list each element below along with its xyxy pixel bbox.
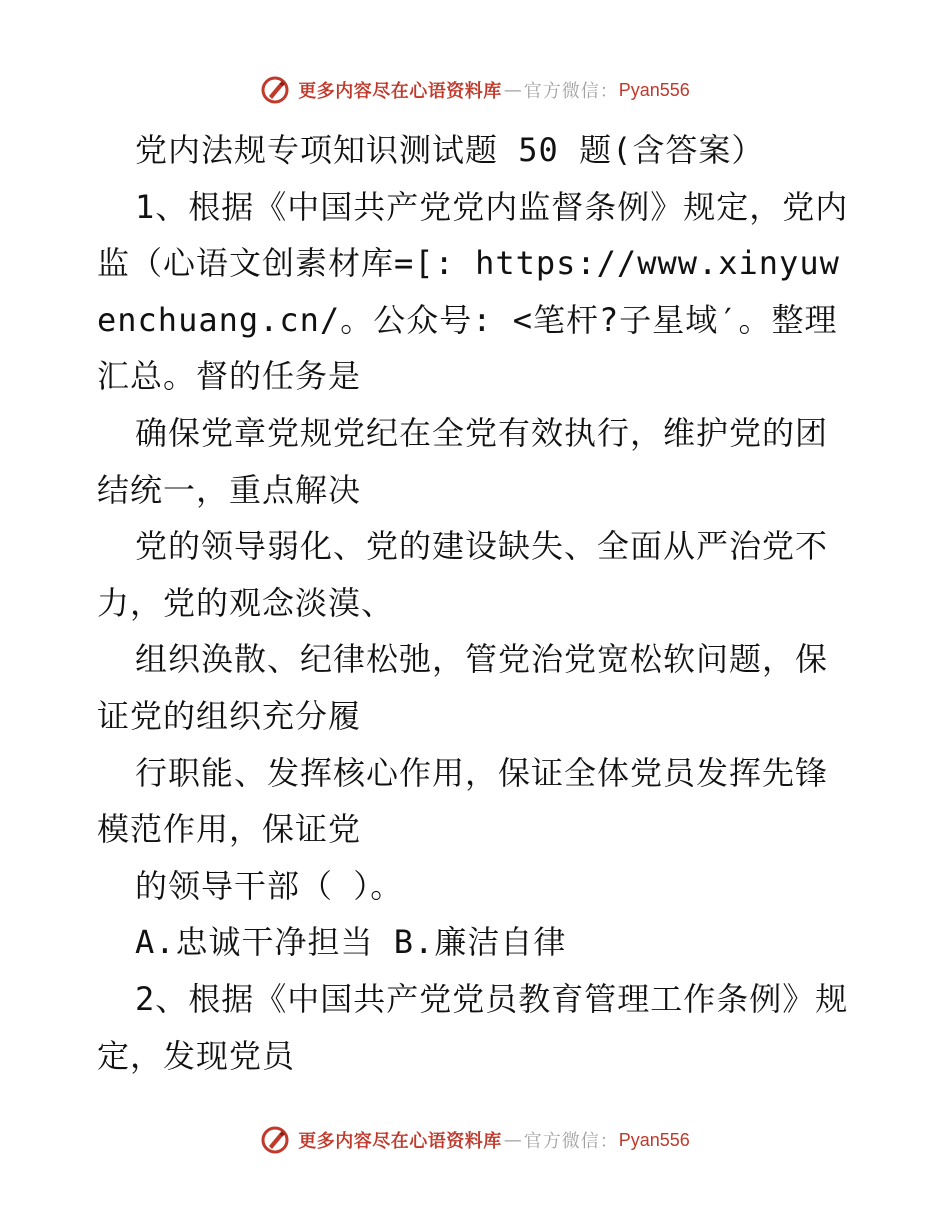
paragraph-1: 1、根据《中国共产党党内监督条例》规定，党内监（心语文创素材库=[: https://www.xinyuwenchuang.cn/。公众号: <笔杆?子星域′。整理汇总。督的任务是 xyxy=(97,187,849,396)
header-dash: — xyxy=(503,79,522,101)
paragraph-4: 组织涣散、纪律松弛，管党治党宽松软问题，保证党的组织充分履 xyxy=(97,640,829,735)
footer-brand-text: 更多内容尽在心语资料库 xyxy=(298,1131,502,1152)
paragraph-6: 的领导干部（ ）。 xyxy=(135,866,404,905)
red-pen-circle-logo-icon xyxy=(260,1125,290,1155)
paragraph-2: 确保党章党规党纪在全党有效执行，维护党的团结统一，重点解决 xyxy=(97,413,829,509)
document-title: 党内法规专项知识测试题 50 题(含答案） xyxy=(135,131,765,169)
header-brand-text: 更多内容尽在心语资料库 xyxy=(298,81,502,102)
footer-official-label: 官方微信： xyxy=(523,1131,619,1152)
footer-dash: — xyxy=(503,1129,522,1151)
header-banner xyxy=(0,72,950,108)
header-wechat-id: Pyan556 xyxy=(618,79,690,100)
header-official-label: 官方微信： xyxy=(523,81,619,102)
document-body xyxy=(97,122,857,1084)
footer-wechat-id: Pyan556 xyxy=(618,1129,690,1150)
red-pen-circle-logo-icon xyxy=(260,75,290,105)
footer-banner xyxy=(0,1122,950,1158)
paragraph-5: 行职能、发挥核心作用，保证全体党员发挥先锋模范作用，保证党 xyxy=(97,753,829,849)
paragraph-8: 2、根据《中国共产党党员教育管理工作条例》规定，发现党员 xyxy=(97,979,849,1075)
paragraph-3: 党的领导弱化、党的建设缺失、全面从严治党不力，党的观念淡漠、 xyxy=(97,527,829,622)
answer-options: A.忠诚干净担当 B.廉洁自律 xyxy=(135,923,567,962)
